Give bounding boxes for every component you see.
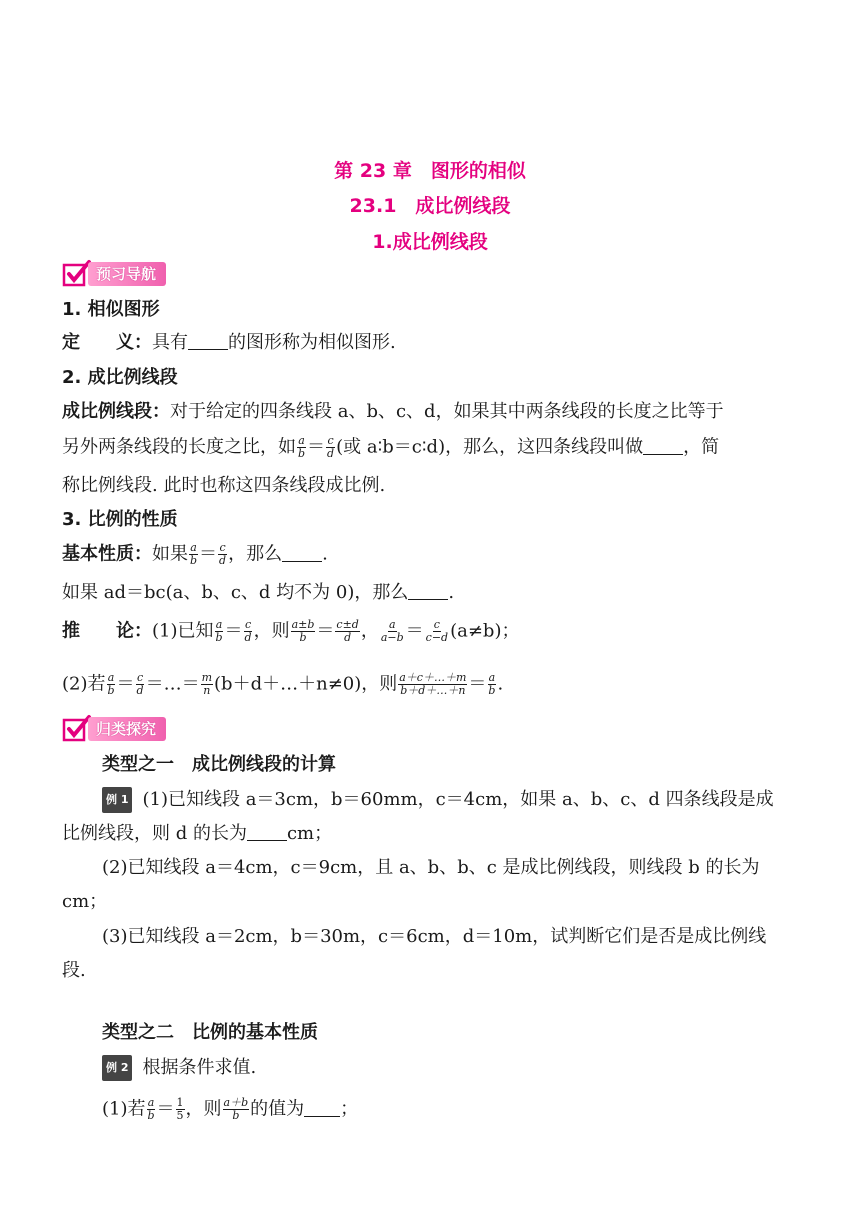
answer-blank[interactable]: [304, 1100, 340, 1117]
heading-proportion-properties: 3. 比例的性质: [62, 509, 178, 530]
explore-heading: 归类探究: [88, 717, 166, 741]
fraction: $\frac{a}{b}$: [147, 1096, 155, 1122]
corollary-line2: (2)若 $\frac{a}{b}$ ＝ $\frac{c}{d}$ ＝…＝ $\frac{m}{n}$ (b＋d＋…＋n≠0)，则 $\frac{a+c+\dots+m}{b+d+\dots+n}$ ＝ $\frac{a}{b}$ .: [62, 671, 504, 697]
fraction: $\frac{c}{d}$: [219, 541, 227, 567]
example1-line4: cm；: [62, 891, 108, 912]
fraction: $\frac{a}{b}$: [107, 671, 115, 697]
fraction: $\frac{a}{a-b}$: [380, 618, 404, 644]
answer-blank[interactable]: [408, 583, 448, 600]
heading-similar-figures: 1. 相似图形: [62, 299, 160, 320]
example-badge: 例 1: [102, 787, 132, 813]
type2-heading: 类型之二 比例的基本性质: [102, 1022, 318, 1043]
fraction: $\frac{c}{c-d}$: [425, 618, 449, 644]
fraction: $\frac{c}{d}$: [327, 434, 335, 460]
type1-heading: 类型之一 成比例线段的计算: [102, 754, 336, 775]
fraction: $\frac{c\pm d}{d}$: [336, 618, 359, 644]
fraction: $\frac{a}{b}$: [298, 434, 306, 460]
example-badge: 例 2: [102, 1055, 132, 1081]
proportional-def-line2: 另外两条线段的长度之比，如 $\frac{a}{b}$ ＝ $\frac{c}{d}$ (或 a∶b＝c∶d)，那么，这四条线段叫做 ，简: [62, 434, 720, 460]
answer-blank[interactable]: [282, 545, 322, 562]
example2-line2: (1)若 $\frac{a}{b}$ ＝ $\frac{1}{5}$ ，则 $\frac{a+b}{b}$ 的值为 ；: [102, 1096, 359, 1122]
preview-section-header: [62, 258, 166, 290]
heading-proportional-segments: 2. 成比例线段: [62, 367, 178, 388]
example1-line6: 段.: [62, 960, 86, 981]
example1-line2: 比例线段，则 d 的长为 cm；: [62, 823, 333, 844]
fraction: $\frac{c}{d}$: [244, 618, 252, 644]
preview-heading: 预习导航: [88, 262, 166, 286]
fraction: $\frac{a+b}{b}$: [223, 1096, 249, 1122]
fraction: $\frac{a}{b}$: [190, 541, 198, 567]
section-title: 23.1 成比例线段: [349, 195, 511, 217]
fraction: $\frac{a+c+\dots+m}{b+d+\dots+n}$: [399, 671, 467, 697]
def-label: 定 义：: [62, 332, 152, 353]
example2-line1: 例 2 根据条件求值.: [102, 1055, 256, 1081]
converse-property-line: 如果 ad＝bc(a、b、c、d 均不为 0)，那么 .: [62, 582, 455, 603]
corollary-line1: 推 论：(1)已知 $\frac{a}{b}$ ＝ $\frac{c}{d}$ ，则 $\frac{a\pm b}{b}$ ＝ $\frac{c\pm d}{d}$ ， $\frac{a}{a-b}$ ＝ $\frac{c}{c-d}$ (a≠b)；: [62, 618, 520, 644]
proportional-def-line3: 称比例线段. 此时也称这四条线段成比例.: [62, 475, 386, 496]
answer-blank[interactable]: [247, 824, 287, 841]
example1-line3: (2)已知线段 a＝4cm，c＝9cm，且 a、b、b、c 是成比例线段，则线段 b 的长为: [102, 857, 760, 878]
fraction: $\frac{c}{d}$: [136, 671, 144, 697]
answer-blank[interactable]: [643, 438, 683, 455]
fraction: $\frac{a\pm b}{b}$: [291, 618, 315, 644]
fraction: $\frac{a}{b}$: [488, 671, 496, 697]
definition-line: 定 义：具有 的图形称为相似图形.: [62, 332, 396, 353]
fraction: $\frac{a}{b}$: [215, 618, 223, 644]
chapter-title: 第 23 章 图形的相似: [334, 160, 526, 182]
subsection-title: 1.成比例线段: [372, 231, 488, 253]
fraction: $\frac{m}{n}$: [201, 671, 213, 697]
example1-line1: 例 1 (1)已知线段 a＝3cm，b＝60mm，c＝4cm，如果 a、b、c、d 四条线段是成: [102, 787, 774, 813]
answer-blank[interactable]: [188, 333, 228, 350]
fraction: $\frac{1}{5}$: [176, 1096, 184, 1122]
proportional-def-line1: 成比例线段：对于给定的四条线段 a、b、c、d，如果其中两条线段的长度之比等于: [62, 401, 724, 422]
example1-line5: (3)已知线段 a＝2cm，b＝30m，c＝6cm，d＝10m，试判断它们是否是成比例线: [102, 926, 767, 947]
explore-section-header: [62, 713, 166, 745]
basic-property-line: 基本性质：如果 $\frac{a}{b}$ ＝ $\frac{c}{d}$ ，那么 .: [62, 541, 328, 567]
